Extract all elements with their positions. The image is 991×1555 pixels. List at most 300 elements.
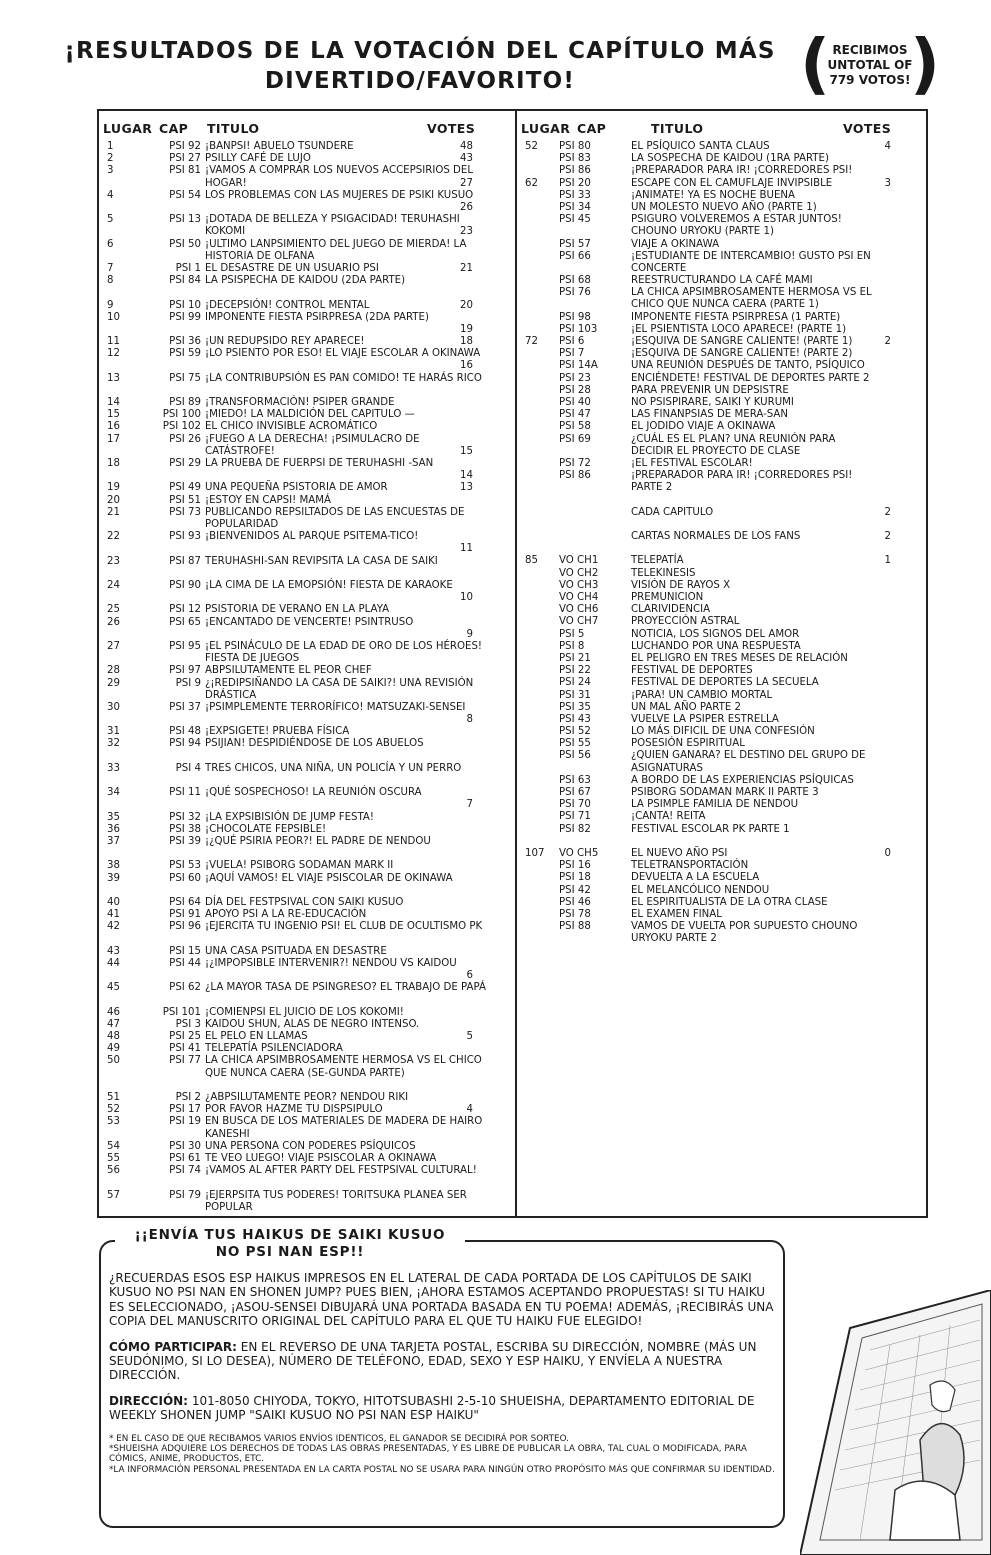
title-cell: REESTRUCTURANDO LA CAFÉ MAMI [631, 275, 813, 287]
title-cell: ¡QUÉ SOSPECHOSO! LA REUNIÓN OSCURA [205, 787, 422, 799]
table-row [521, 568, 925, 580]
place-cell: 18 [107, 458, 120, 470]
table-row [521, 677, 925, 689]
table-row [521, 287, 925, 311]
title-cell: PSIBORG SODAMAN MARK II PARTE 3 [631, 787, 819, 799]
chapter-cell: PSI 68 [559, 275, 591, 287]
title-cell: VIAJE A OKINAWA [631, 238, 720, 250]
table-row [521, 604, 925, 616]
title-cell: PROYECCIÓN ASTRAL [631, 616, 740, 628]
votes-cell: 48 [460, 141, 473, 152]
title-cell: ¡MIEDO! LA MALDICIÓN DEL CAPITULO — [205, 409, 415, 421]
title-cell: POSESIÓN ESPIRITUAL [631, 738, 745, 750]
table-row [521, 775, 925, 787]
place-cell: 57 [107, 1189, 120, 1201]
chapter-cell: PSI 37 [169, 701, 201, 713]
title-cell: LA PSISPECHA DE KAIDOU (2DA PARTE) [205, 275, 406, 287]
table-row [103, 604, 511, 616]
table-row [103, 873, 511, 897]
chapter-cell: PSI 79 [169, 1189, 201, 1201]
table-row [521, 348, 925, 360]
chapter-cell: PSI 3 [175, 1018, 201, 1030]
votes-cell: 10 [460, 592, 473, 604]
table-row [103, 1104, 511, 1116]
votes-total-note [800, 25, 940, 102]
place-cell: 85 [525, 555, 538, 567]
table-row [521, 153, 925, 165]
title-cell: ¿LA MAYOR TASA DE PSINGRESO? EL TRABAJO DE PAPÁ [205, 982, 486, 994]
chapter-cell: PSI 43 [559, 713, 591, 725]
table-row [521, 397, 925, 409]
votes-cell: 15 [460, 445, 473, 457]
place-cell: 62 [525, 177, 538, 189]
place-cell: 42 [107, 921, 120, 933]
title-cell: FESTIVAL ESCOLAR PK PARTE 1 [631, 823, 790, 835]
votes-cell: 19 [460, 323, 473, 335]
chapter-cell: PSI 76 [559, 287, 591, 299]
chapter-cell: PSI 96 [169, 921, 201, 933]
place-cell: 24 [107, 579, 120, 591]
place-cell: 2 [107, 153, 114, 165]
chapter-cell: PSI 32 [169, 811, 201, 823]
table-row [521, 165, 925, 177]
chapter-cell: PSI 16 [559, 860, 591, 872]
title-cell: A BORDO DE LAS EXPERIENCIAS PSÍQUICAS [631, 774, 854, 786]
chapter-cell: PSI 59 [169, 348, 201, 360]
votes-cell: 8 [466, 714, 473, 726]
title-cell: UNA CASA PSITUADA EN DESASTRE [205, 945, 387, 957]
title-cell: PSILLY CAFÉ DE LUJO [205, 153, 311, 165]
chapter-cell: PSI 88 [559, 921, 591, 933]
title-cell: ¡VAMOS A COMPRAR LOS NUEVOS ACCEPSIRIOS DEL HOGAR! [205, 165, 474, 189]
title-cell: ¡LA CIMA DE LA EMOPSIÓN! FIESTA DE KARAOKE [205, 579, 453, 591]
title-cell: ¡PREPARADOR PARA IR! ¡CORREDORES PSI! PARTE 2 [631, 470, 853, 494]
table-row [103, 275, 511, 299]
chapter-cell: VO CH3 [559, 579, 599, 591]
votes-cell: 5 [466, 1031, 473, 1043]
table-row [103, 214, 511, 238]
table-row [103, 397, 511, 409]
place-cell: 21 [107, 506, 120, 518]
table-header [103, 117, 511, 141]
table-row [521, 811, 925, 823]
table-row [521, 580, 925, 592]
fine-print-line: *SHUEISHA ADQUIERE LOS DERECHOS DE TODAS LAS OBRAS PRESENTADAS, Y ES LIBRE DE PUBLICAR LA OBRA, TAL CUAL O MODIFICADA, PARA CÓMICS, ANIME, PRODUCTOS, ETC. [109, 1444, 747, 1465]
table-row [103, 836, 511, 860]
mailing-address [109, 1394, 775, 1423]
title-cell: TRES CHICOS, UNA NIÑA, UN POLICÍA Y UN PERRO [205, 762, 462, 774]
table-row [103, 348, 511, 372]
table-row [521, 824, 925, 836]
place-cell: 52 [107, 1104, 120, 1116]
place-cell: 43 [107, 945, 120, 957]
title-cell: LUCHANDO POR UNA RESPUESTA [631, 640, 801, 652]
place-cell: 34 [107, 787, 120, 799]
title-cell: ¡LO PSIENTO POR ESO! EL VIAJE ESCOLAR A OKINAWA [205, 348, 481, 360]
title-cell: ¡¿IMPOPSIBLE INTERVENIR?! NENDOU VS KAIDOU [205, 957, 457, 969]
chapter-cell: PSI 61 [169, 1153, 201, 1165]
chapter-cell: PSI 11 [169, 787, 201, 799]
chapter-cell: PSI 91 [169, 909, 201, 921]
chapter-cell: PSI 5 [559, 628, 585, 640]
title-cell: LOS PROBLEMAS CON LAS MUJERES DE PSIKI KUSUO [205, 189, 474, 201]
table-row [521, 714, 925, 726]
chapter-cell: PSI 27 [169, 153, 201, 165]
title-cell: FESTIVAL DE DEPORTES [631, 665, 753, 677]
table-row [103, 434, 511, 458]
table-row [103, 507, 511, 531]
table-row [521, 872, 925, 884]
chapter-cell: PSI 41 [169, 1043, 201, 1055]
title-cell: EL ESPIRITUALISTA DE LA OTRA CLASE [631, 896, 828, 908]
chapter-cell: PSI 64 [169, 896, 201, 908]
title-cell: EL DESASTRE DE UN USUARIO PSI [205, 262, 379, 274]
title-cell: IMPONENTE FIESTA PSIRPRESA (1 PARTE) [631, 311, 841, 323]
chapter-cell: PSI 55 [559, 738, 591, 750]
title-cell: ¡TRANSFORMACIÓN! PSIPER GRANDE [205, 397, 395, 409]
results-right-column [521, 117, 925, 945]
title-cell: LAS FINANPSIAS DE MERA-SAN [631, 409, 789, 421]
chapter-cell: PSI 93 [169, 531, 201, 543]
table-row [521, 385, 925, 397]
title-cell: ¡ULTIMO LANPSIMIENTO DEL JUEGO DE MIERDA! LA HISTORIA DE OLFANA [205, 238, 467, 262]
place-cell: 12 [107, 348, 120, 360]
chapter-cell: PSI 87 [169, 555, 201, 567]
votes-cell: 26 [460, 201, 473, 213]
table-row [521, 178, 925, 190]
table-row [521, 312, 925, 324]
chapter-cell: PSI 74 [169, 1165, 201, 1177]
table-row [103, 1141, 511, 1153]
title-cell: EL PELIGRO EN TRES MESES DE RELACIÓN [631, 652, 848, 664]
place-cell: 7 [107, 262, 114, 274]
place-cell: 37 [107, 836, 120, 848]
table-row [521, 592, 925, 604]
table-row [103, 702, 511, 726]
table-row [103, 763, 511, 787]
title-cell: ENCIÉNDETE! FESTIVAL DE DEPORTES PARTE 2 [631, 372, 870, 384]
place-cell: 22 [107, 531, 120, 543]
page-title: ¡RESULTADOS DE LA VOTACIÓN DEL CAPÍTULO MÁS DIVERTIDO/FAVORITO! [64, 38, 776, 94]
chapter-cell: PSI 67 [559, 787, 591, 799]
chapter-cell: PSI 15 [169, 945, 201, 957]
title-cell: ¡DECEPSIÓN! CONTROL MENTAL [205, 299, 370, 311]
title-cell: PSIJIAN! DESPIDIÉNDOSE DE LOS ABUELOS [205, 738, 424, 750]
title-cell: ¿CUÁL ES EL PLAN? UNA REUNIÓN PARA DECIDIR EL PROYECTO DE CLASE [631, 433, 836, 457]
title-cell: ¡CHOCOLATE FEPSIBLE! [205, 823, 327, 835]
table-row [521, 897, 925, 909]
chapter-cell: PSI 1 [175, 262, 201, 274]
title-cell: ¡VAMOS AL AFTER PARTY DEL FESTPSIVAL CULTURAL! [205, 1165, 477, 1177]
place-cell: 16 [107, 421, 120, 433]
chapter-cell: PSI 98 [559, 311, 591, 323]
place-cell: 41 [107, 909, 120, 921]
table-row [103, 495, 511, 507]
title-cell: TELETRANSPORTACIÓN [631, 860, 749, 872]
table-row [521, 373, 925, 385]
table-row [103, 1190, 511, 1214]
table-row [103, 531, 511, 555]
table-row [521, 799, 925, 811]
place-cell: 53 [107, 1116, 120, 1128]
place-cell: 31 [107, 726, 120, 738]
table-row [103, 946, 511, 958]
table-row [521, 836, 925, 848]
chapter-cell: PSI 72 [559, 457, 591, 469]
place-cell: 56 [107, 1165, 120, 1177]
title-cell: TELEPATÍA PSILENCIADORA [205, 1043, 343, 1055]
title-cell: LO MÁS DIFICIL DE UNA CONFESIÓN [631, 726, 815, 738]
table-row [103, 678, 511, 702]
table-row [521, 555, 925, 567]
title-cell: ¡ANIMATE! YA ES NOCHE BUENA [631, 189, 795, 201]
title-cell: VISIÓN DE RAYOS X [631, 579, 731, 591]
title-cell: ¡EL FESTIVAL ESCOLAR! [631, 457, 753, 469]
place-cell: 3 [107, 165, 114, 177]
table-row [103, 897, 511, 909]
chapter-cell: PSI 6 [559, 336, 585, 348]
header-votes: VOTES [843, 121, 892, 136]
title-cell: ¡EL PSIENTISTA LOCO APARECE! (PARTE 1) [631, 323, 847, 335]
chapter-cell: PSI 40 [559, 396, 591, 408]
place-cell: 107 [525, 847, 545, 859]
title-cell: ¡LA CONTRIBUPSIÓN ES PAN COMIDO! TE HARÁS RICO [205, 372, 482, 384]
place-cell: 19 [107, 482, 120, 494]
how-label: CÓMO PARTICIPAR: [109, 1339, 237, 1354]
title-cell: ¡FUEGO A LA DERECHA! ¡PSIMULACRO DE CATÁSTROFE! [205, 433, 420, 457]
table-row [103, 787, 511, 811]
address-text: 101-8050 CHIYODA, TOKYO, HITOTSUBASHI 2-5-10 SHUEISHA, DEPARTAMENTO EDITORIAL DE WEEKLY SHONEN JUMP "SAIKI KUSUO NO PSI NAN ESP HAIKU" [109, 1393, 755, 1423]
chapter-cell: PSI 57 [559, 238, 591, 250]
table-row [521, 495, 925, 507]
header-chapter: CAP [159, 121, 189, 136]
fine-print-line: *LA INFORMACIÓN PERSONAL PRESENTADA EN LA CARTA POSTAL NO SE USARA PARA NINGÚN OTRO PROPÓSITO MÁS QUE CONFIRMAR SU IDENTIDAD. [109, 1464, 775, 1475]
table-row [521, 251, 925, 275]
table-row [103, 1019, 511, 1031]
table-row [103, 421, 511, 433]
chapter-cell: PSI 77 [169, 1055, 201, 1067]
votes-cell: 2 [884, 531, 891, 543]
chapter-cell: PSI 46 [559, 896, 591, 908]
chapter-cell: PSI 36 [169, 336, 201, 348]
place-cell: 28 [107, 665, 120, 677]
votes-cell: 4 [466, 1104, 473, 1116]
table-row [103, 1116, 511, 1140]
chapter-cell: PSI 29 [169, 458, 201, 470]
votes-cell: 2 [884, 506, 891, 518]
title-cell: ¡PREPARADOR PARA IR! ¡CORREDORES PSI! [631, 165, 853, 177]
table-row [103, 812, 511, 824]
table-row [103, 665, 511, 677]
table-row [103, 458, 511, 482]
table-row [103, 909, 511, 921]
chapter-cell: VO CH7 [559, 616, 599, 628]
table-row [521, 519, 925, 531]
right-parenthesis: ) [909, 25, 940, 102]
title-cell: UN MAL AÑO PARTE 2 [631, 701, 742, 713]
title-cell: TERUHASHI-SAN REVIPSITA LA CASA DE SAIKI [205, 555, 438, 567]
place-cell: 17 [107, 433, 120, 445]
chapter-cell: PSI 26 [169, 433, 201, 445]
chapter-cell: PSI 73 [169, 506, 201, 518]
chapter-cell: PSI 22 [559, 665, 591, 677]
table-row [103, 982, 511, 1006]
title-cell: NO PSISPIRARE, SAIKI Y KURUMI [631, 396, 794, 408]
chapter-cell: PSI 34 [559, 201, 591, 213]
chapter-cell: PSI 48 [169, 726, 201, 738]
chapter-cell: PSI 31 [559, 689, 591, 701]
place-cell: 44 [107, 957, 120, 969]
place-cell: 5 [107, 214, 114, 226]
title-cell: UNA PERSONA CON PODERES PSÍQUICOS [205, 1140, 416, 1152]
title-cell: ¡ESQUIVA DE SANGRE CALIENTE! (PARTE 1) [631, 336, 853, 348]
chapter-cell: PSI 49 [169, 482, 201, 494]
title-cell: ¡AQUÍ VAMOS! EL VIAJE PSISCOLAR DE OKINAWA [205, 872, 453, 884]
table-row [521, 543, 925, 555]
chapter-cell: PSI 101 [162, 1006, 201, 1018]
place-cell: 46 [107, 1006, 120, 1018]
title-cell: CLARIVIDENCIA [631, 604, 711, 616]
chapter-cell: PSI 39 [169, 836, 201, 848]
chapter-cell: PSI 90 [169, 579, 201, 591]
place-cell: 4 [107, 189, 114, 201]
table-row [103, 738, 511, 762]
title-cell: ¡¿QUÉ PSIRIA PEOR?! EL PADRE DE NENDOU [205, 836, 431, 848]
title-cell: ¡CANTA! REITA [631, 811, 706, 823]
place-cell: 36 [107, 823, 120, 835]
chapter-cell: VO CH5 [559, 847, 599, 859]
table-row [103, 860, 511, 872]
title-cell: ¡EJERPSITA TUS PODERES! TORITSUKA PLANEA SER POPULAR [205, 1189, 467, 1213]
table-row [521, 507, 925, 519]
table-row [521, 787, 925, 799]
haiku-section-title: ¡¡ENVÍA TUS HAIKUS DE SAIKI KUSUO NO PSI NAN ESP!! [115, 1225, 465, 1263]
title-cell: LA CHICA APSIMBROSAMENTE HERMOSA VS EL CHICO QUE NUNCA CAERA (PARTE 1) [631, 287, 872, 311]
place-cell: 8 [107, 275, 114, 287]
place-cell: 48 [107, 1031, 120, 1043]
votes-cell: 18 [460, 336, 473, 348]
votes-cell: 43 [460, 153, 473, 165]
title-cell: FESTIVAL DE DEPORTES LA SECUELA [631, 677, 819, 689]
place-cell: 25 [107, 604, 120, 616]
table-row [521, 239, 925, 251]
chapter-cell: PSI 89 [169, 397, 201, 409]
title-cell: DÍA DEL FESTPSIVAL CON SAIKI KUSUO [205, 896, 404, 908]
votes-cell: 11 [460, 543, 473, 555]
table-row [103, 580, 511, 604]
table-row [103, 1007, 511, 1019]
chapter-cell: PSI 25 [169, 1031, 201, 1043]
votes-cell: 4 [884, 141, 891, 152]
votes-cell: 7 [466, 799, 473, 811]
title-cell: CARTAS NORMALES DE LOS FANS [631, 531, 801, 543]
chapter-cell: PSI 69 [559, 433, 591, 445]
title-cell: EN BUSCA DE LOS MATERIALES DE MADERA DE HAIRO KANESHI [205, 1116, 483, 1140]
chapter-cell: VO CH6 [559, 604, 599, 616]
column-divider [515, 111, 517, 1216]
chapter-cell: PSI 8 [559, 640, 585, 652]
place-cell: 26 [107, 616, 120, 628]
address-label: DIRECCIÓN: [109, 1393, 188, 1408]
table-row [521, 726, 925, 738]
title-cell: EL PELO EN LLAMAS [205, 1031, 308, 1043]
haiku-section-body [109, 1271, 775, 1475]
chapter-cell: PSI 92 [169, 141, 201, 152]
header-votes: VOTES [427, 121, 476, 136]
votes-cell: 9 [466, 628, 473, 640]
title-cell: DEVUELTA A LA ESCUELA [631, 872, 760, 884]
header-title: TITULO [207, 121, 260, 136]
title-cell: PSISTORIA DE VERANO EN LA PLAYA [205, 604, 390, 616]
title-cell: UN MOLESTO NUEVO AÑO (PARTE 1) [631, 201, 817, 213]
table-row [103, 1043, 511, 1055]
table-row [103, 312, 511, 336]
place-cell: 51 [107, 1092, 120, 1104]
chapter-cell: VO CH4 [559, 592, 599, 604]
table-row [103, 153, 511, 165]
title-cell: ¡PSIMPLEMENTE TERRORÍFICO! MATSUZAKI-SENSEI [205, 701, 466, 713]
chapter-cell: PSI 95 [169, 640, 201, 652]
title-cell: ¡EJERCITA TU INGENIO PSI! EL CLUB DE OCULTISMO PK [205, 921, 483, 933]
chapter-cell: VO CH2 [559, 567, 599, 579]
title-cell: IMPONENTE FIESTA PSIRPRESA (2DA PARTE) [205, 311, 429, 323]
place-cell: 52 [525, 141, 538, 152]
title-cell: LA PSIMPLE FAMILIA DE NENDOU [631, 799, 799, 811]
place-cell: 13 [107, 372, 120, 384]
how-to-participate [109, 1340, 775, 1383]
table-row [521, 738, 925, 750]
title-cell: ¡BANPSI! ABUELO TSUNDERE [205, 141, 354, 152]
table-row [103, 726, 511, 738]
chapter-cell: PSI 78 [559, 908, 591, 920]
chapter-cell: PSI 4 [175, 762, 201, 774]
place-cell: 1 [107, 141, 114, 152]
table-row [103, 373, 511, 397]
table-row [103, 263, 511, 275]
chapter-cell: PSI 10 [169, 299, 201, 311]
title-cell: EL MELANCÓLICO NENDOU [631, 884, 770, 896]
title-cell: ¡VUELA! PSIBORG SODAMAN MARK II [205, 860, 394, 872]
chapter-cell: PSI 17 [169, 1104, 201, 1116]
title-cell: ¡EL PSINÁCULO DE LA EDAD DE ORO DE LOS HÉROES! FIESTA DE JUEGOS [205, 640, 483, 665]
title-cell: LA SOSPECHA DE KAIDOU (1RA PARTE) [631, 153, 829, 165]
title-cell: CADA CAPITULO [631, 506, 714, 518]
title-cell: NOTICIA, LOS SIGNOS DEL AMOR [631, 628, 800, 640]
table-row [103, 300, 511, 312]
chapter-cell: PSI 33 [559, 189, 591, 201]
table-header [521, 117, 925, 141]
votes-cell: 16 [460, 360, 473, 372]
votes-cell: 13 [460, 482, 473, 494]
title-cell: PARA PREVENIR UN DEPSISTRE [631, 384, 789, 396]
chapter-cell: PSI 62 [169, 982, 201, 994]
haiku-intro: ¿RECUERDAS ESOS ESP HAIKUS IMPRESOS EN EL LATERAL DE CADA PORTADA DE LOS CAPÍTULOS DE SAIKI KUSUO NO PSI NAN EN SHONEN JUMP? PUES BIEN, ¡AHORA ESTAMOS ACEPTANDO PROPUESTAS! SI TU HAIKU ES SELECCIONADO, ¡ASOU-SENSEI DIBUJARÁ UNA PORTADA BASADA EN TU POEMA! ADEMÁS, ¡RECIBIRÁS UNA COPIA DEL MANUSCRITO ORIGINAL DEL CAPÍTULO PARA EL QUE TU HAIKU FUE ELEGIDO! [109, 1271, 774, 1329]
how-text: EN EL REVERSO DE UNA TARJETA POSTAL, ESCRIBA SU DIRECCIÓN, NOMBRE (MÁS UN SEUDÓNIMO, SI LO DESEA), NÚMERO DE TELÉFONO, EDAD, SEXO Y ESP HAIKU, Y ENVÍELA A NUESTRA DIRECCIÓN. [109, 1339, 757, 1383]
table-row [103, 482, 511, 494]
votes-cell: 14 [460, 470, 473, 482]
title-cell: LA PRUEBA DE FUERPSI DE TERUHASHI -SAN [205, 458, 434, 470]
title-cell: ¡PARA! UN CAMBIO MORTAL [631, 689, 773, 701]
table-row [103, 958, 511, 982]
fine-print [109, 1434, 775, 1476]
place-cell: 40 [107, 896, 120, 908]
table-row [521, 690, 925, 702]
chapter-cell: PSI 7 [559, 348, 585, 360]
place-cell: 50 [107, 1055, 120, 1067]
place-cell: 55 [107, 1153, 120, 1165]
table-row [103, 617, 511, 641]
place-cell: 14 [107, 397, 120, 409]
